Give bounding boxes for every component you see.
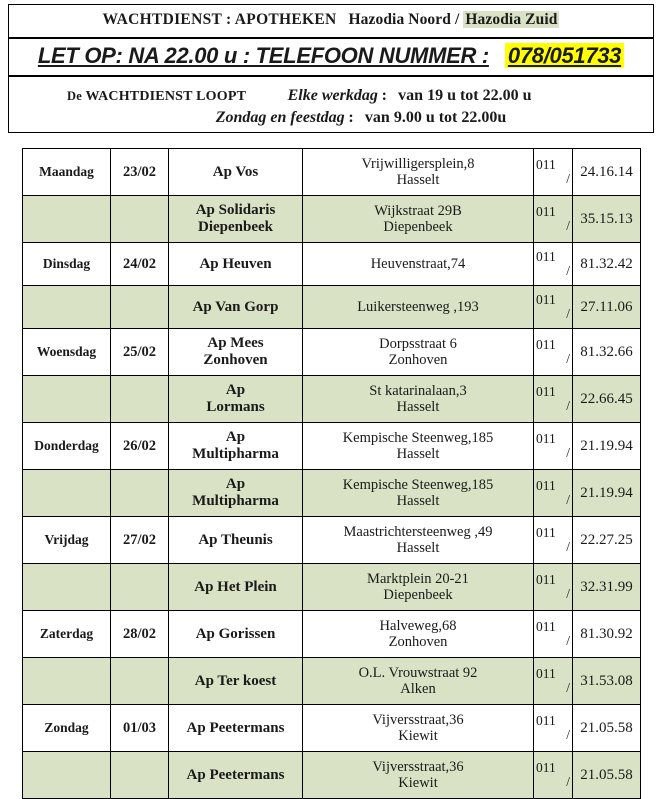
cell-day: [23, 658, 111, 705]
cell-phone-number: [573, 470, 641, 517]
cell-phone-number: [573, 658, 641, 705]
phone-area-code: 011: [536, 336, 556, 352]
address-city: Zonhoven: [388, 634, 448, 650]
weekday-label: Elke werkdag: [287, 87, 378, 104]
pharmacy-name-line1: Ap Peetermans: [186, 719, 285, 736]
phone-area-code: 011: [536, 430, 556, 446]
phone-number: 21.19.94: [580, 484, 633, 501]
phone-slash: /: [566, 263, 570, 278]
cell-pharmacy: [169, 705, 303, 752]
cell-pharmacy: [169, 286, 303, 329]
phone-number: 22.27.25: [580, 531, 633, 548]
header-divider-2: [9, 75, 653, 77]
title-separator: /: [454, 11, 460, 28]
cell-address: [303, 752, 534, 799]
phone-number: 21.05.58: [580, 719, 633, 736]
address-street: Vrijwilligersplein,8: [361, 155, 475, 172]
cell-date: [111, 564, 169, 611]
cell-date: [111, 243, 169, 286]
title-prefix: WACHTDIENST : APOTHEKEN: [102, 11, 337, 28]
cell-pharmacy: [169, 752, 303, 799]
hours-intro-main: WACHTDIENST LOOPT: [85, 89, 247, 104]
phone-slash: /: [566, 680, 570, 695]
cell-phone-zone: [534, 329, 573, 376]
cell-date: [111, 611, 169, 658]
date-label: 27/02: [122, 531, 157, 548]
address-street: Kempische Steenweg,185: [342, 476, 494, 493]
cell-day: [23, 196, 111, 243]
cell-address: [303, 564, 534, 611]
pharmacy-name-line1: Ap Peetermans: [186, 766, 285, 783]
cell-day: [23, 329, 111, 376]
phone-area-code: 011: [536, 712, 556, 728]
table-row: [23, 423, 641, 470]
day-label: Zaterdag: [39, 626, 94, 642]
cell-day: [23, 376, 111, 423]
address-street: Heuvenstraat,74: [370, 255, 466, 272]
table-row: [23, 470, 641, 517]
date-label: 26/02: [122, 437, 157, 454]
pharmacy-name-line2: Lormans: [206, 399, 265, 415]
hours-intro-de: De: [67, 89, 82, 103]
address-city: Zonhoven: [388, 352, 448, 368]
header-panel: [8, 4, 654, 133]
phone-number: 21.05.58: [580, 766, 633, 783]
hours-line-weekday: [9, 87, 653, 105]
title-region-north: Hazodia Noord: [348, 11, 451, 28]
cell-phone-number: [573, 564, 641, 611]
pharmacy-name-line1: Ap Solidaris: [195, 202, 276, 219]
day-label: Maandag: [39, 164, 94, 180]
cell-address: [303, 376, 534, 423]
phone-slash: /: [566, 351, 570, 366]
phone-number: 81.30.92: [580, 625, 633, 642]
address-street: Maastrichtersteenweg ,49: [343, 523, 493, 540]
cell-day: [23, 149, 111, 196]
address-street: Kempische Steenweg,185: [342, 429, 494, 446]
phone-number: 24.16.14: [580, 163, 633, 180]
cell-address: [303, 286, 534, 329]
cell-phone-zone: [534, 196, 573, 243]
address-street: Wijkstraat 29B: [374, 202, 462, 219]
phone-slash: /: [566, 398, 570, 413]
table-row: [23, 376, 641, 423]
cell-phone-zone: [534, 705, 573, 752]
cell-address: [303, 611, 534, 658]
day-label: Vrijdag: [44, 532, 89, 548]
cell-day: [23, 705, 111, 752]
pharmacy-name-line1: Ap: [225, 382, 246, 399]
cell-phone-number: [573, 705, 641, 752]
date-label: 25/02: [122, 343, 157, 360]
address-city: Hasselt: [396, 446, 440, 462]
phone-area-code: 011: [536, 203, 556, 219]
cell-address: [303, 470, 534, 517]
sunday-separator: :: [348, 109, 354, 126]
phone-slash: /: [566, 774, 570, 789]
phone-number: 27.11.06: [580, 298, 633, 315]
table-row: [23, 705, 641, 752]
cell-address: [303, 196, 534, 243]
phone-area-code: 011: [536, 759, 556, 775]
phone-slash: /: [566, 586, 570, 601]
cell-pharmacy: [169, 376, 303, 423]
address-street: O.L. Vrouwstraat 92: [358, 664, 478, 681]
day-label: Dinsdag: [42, 256, 91, 272]
address-street: Halveweg,68: [379, 617, 457, 634]
sunday-hours: van 9.00 u tot 22.00u: [364, 109, 507, 126]
cell-date: [111, 470, 169, 517]
date-label: 23/02: [122, 163, 157, 180]
table-row: [23, 149, 641, 196]
pharmacy-name-line1: Ap Mees: [207, 335, 264, 352]
cell-day: [23, 423, 111, 470]
cell-pharmacy: [169, 423, 303, 470]
cell-phone-number: [573, 423, 641, 470]
cell-address: [303, 423, 534, 470]
cell-date: [111, 329, 169, 376]
cell-day: [23, 470, 111, 517]
weekday-separator: :: [381, 87, 387, 104]
table-row: [23, 658, 641, 705]
cell-pharmacy: [169, 658, 303, 705]
cell-pharmacy: [169, 470, 303, 517]
pharmacy-name-line2: Multipharma: [192, 493, 279, 509]
cell-address: [303, 329, 534, 376]
pharmacy-name-line1: Ap Het Plein: [194, 578, 277, 595]
alert-label: LET OP: NA 22.00 u : TELEFOON NUMMER :: [37, 43, 489, 68]
address-city: Diepenbeek: [383, 587, 453, 603]
cell-date: [111, 658, 169, 705]
phone-slash: /: [566, 727, 570, 742]
phone-slash: /: [566, 218, 570, 233]
address-street: Luikersteenweg ,193: [357, 298, 479, 315]
phone-number: 35.15.13: [580, 210, 633, 227]
cell-date: [111, 149, 169, 196]
table-row: [23, 243, 641, 286]
pharmacy-name-line2: Multipharma: [192, 446, 279, 462]
cell-day: [23, 611, 111, 658]
address-city: Alken: [400, 681, 436, 697]
cell-address: [303, 705, 534, 752]
cell-phone-zone: [534, 564, 573, 611]
cell-phone-zone: [534, 470, 573, 517]
address-city: Hasselt: [396, 172, 440, 188]
address-city: Hasselt: [396, 399, 440, 415]
pharmacy-name-line1: Ap: [225, 476, 246, 493]
cell-address: [303, 658, 534, 705]
phone-area-code: 011: [536, 571, 556, 587]
cell-phone-number: [573, 329, 641, 376]
cell-phone-number: [573, 149, 641, 196]
cell-date: [111, 376, 169, 423]
pharmacy-name-line2: Diepenbeek: [198, 219, 273, 235]
address-street: St katarinalaan,3: [369, 382, 467, 399]
table-row: [23, 286, 641, 329]
duty-roster-table-wrapper: [22, 148, 640, 799]
address-street: Vijversstraat,36: [372, 711, 464, 728]
cell-day: [23, 517, 111, 564]
cell-pharmacy: [169, 149, 303, 196]
address-city: Hasselt: [396, 540, 440, 556]
phone-slash: /: [566, 306, 570, 321]
cell-address: [303, 149, 534, 196]
phone-number: 21.19.94: [580, 437, 633, 454]
document-title: [9, 11, 653, 29]
phone-area-code: 011: [536, 291, 556, 307]
table-row: [23, 196, 641, 243]
cell-day: [23, 286, 111, 329]
cell-phone-zone: [534, 149, 573, 196]
address-city: Hasselt: [396, 493, 440, 509]
phone-number: 31.53.08: [580, 672, 633, 689]
address-city: Diepenbeek: [383, 219, 453, 235]
phone-area-code: 011: [536, 618, 556, 634]
cell-phone-number: [573, 243, 641, 286]
cell-phone-zone: [534, 376, 573, 423]
cell-phone-zone: [534, 658, 573, 705]
pharmacy-name-line1: Ap Heuven: [199, 255, 272, 272]
cell-phone-number: [573, 752, 641, 799]
hours-intro: [67, 89, 246, 105]
phone-slash: /: [566, 539, 570, 554]
phone-area-code: 011: [536, 524, 556, 540]
cell-phone-zone: [534, 752, 573, 799]
phone-number: 22.66.45: [580, 390, 633, 407]
phone-slash: /: [566, 492, 570, 507]
cell-phone-number: [573, 286, 641, 329]
hours-line-sunday: [9, 109, 653, 127]
date-label: 24/02: [122, 255, 157, 272]
cell-phone-zone: [534, 423, 573, 470]
table-row: [23, 329, 641, 376]
pharmacy-name-line1: Ap: [225, 429, 246, 446]
phone-slash: /: [566, 445, 570, 460]
address-street: Dorpsstraat 6: [379, 335, 457, 352]
cell-address: [303, 517, 534, 564]
day-label: Woensdag: [36, 344, 97, 360]
pharmacy-name-line1: Ap Van Gorp: [192, 298, 279, 315]
phone-area-code: 011: [536, 665, 556, 681]
table-row: [23, 752, 641, 799]
phone-number: 81.32.66: [580, 343, 633, 360]
header-divider-1: [9, 37, 653, 39]
cell-pharmacy: [169, 196, 303, 243]
pharmacy-name-line1: Ap Ter koest: [194, 672, 277, 689]
sunday-label: Zondag en feestdag: [215, 109, 345, 126]
pharmacy-name-line1: Ap Theunis: [198, 531, 273, 548]
alert-line: [9, 43, 653, 69]
cell-date: [111, 286, 169, 329]
table-row: [23, 611, 641, 658]
pharmacy-name-line1: Ap Vos: [212, 163, 259, 180]
cell-phone-zone: [534, 243, 573, 286]
cell-phone-number: [573, 376, 641, 423]
phone-area-code: 011: [536, 156, 556, 172]
cell-day: [23, 752, 111, 799]
phone-area-code: 011: [536, 383, 556, 399]
cell-pharmacy: [169, 243, 303, 286]
cell-phone-number: [573, 196, 641, 243]
emergency-phone-number: 078/051733: [505, 43, 624, 68]
cell-phone-zone: [534, 286, 573, 329]
duty-roster-table: [22, 148, 641, 799]
weekday-hours: van 19 u tot 22.00 u: [398, 87, 532, 104]
phone-number: 32.31.99: [580, 578, 633, 595]
cell-date: [111, 517, 169, 564]
cell-address: [303, 243, 534, 286]
date-label: 28/02: [122, 625, 157, 642]
address-city: Kiewit: [398, 728, 438, 744]
cell-day: [23, 243, 111, 286]
cell-date: [111, 423, 169, 470]
cell-phone-number: [573, 611, 641, 658]
cell-date: [111, 752, 169, 799]
day-label: Zondag: [44, 720, 89, 736]
phone-slash: /: [566, 633, 570, 648]
pharmacy-name-line2: Zonhoven: [203, 352, 268, 368]
table-row: [23, 517, 641, 564]
cell-phone-zone: [534, 517, 573, 564]
cell-pharmacy: [169, 329, 303, 376]
cell-pharmacy: [169, 517, 303, 564]
cell-phone-number: [573, 517, 641, 564]
cell-date: [111, 196, 169, 243]
table-row: [23, 564, 641, 611]
pharmacy-name-line1: Ap Gorissen: [195, 625, 276, 642]
address-street: Marktplein 20-21: [367, 570, 469, 587]
date-label: 01/03: [122, 719, 157, 736]
cell-pharmacy: [169, 611, 303, 658]
day-label: Donderdag: [34, 438, 99, 454]
phone-area-code: 011: [536, 477, 556, 493]
phone-slash: /: [566, 171, 570, 186]
cell-day: [23, 564, 111, 611]
phone-area-code: 011: [536, 248, 556, 264]
address-street: Vijversstraat,36: [372, 758, 464, 775]
title-region-south: Hazodia Zuid: [465, 11, 558, 28]
cell-pharmacy: [169, 564, 303, 611]
address-city: Kiewit: [398, 775, 438, 791]
phone-number: 81.32.42: [580, 255, 633, 272]
cell-phone-zone: [534, 611, 573, 658]
cell-date: [111, 705, 169, 752]
